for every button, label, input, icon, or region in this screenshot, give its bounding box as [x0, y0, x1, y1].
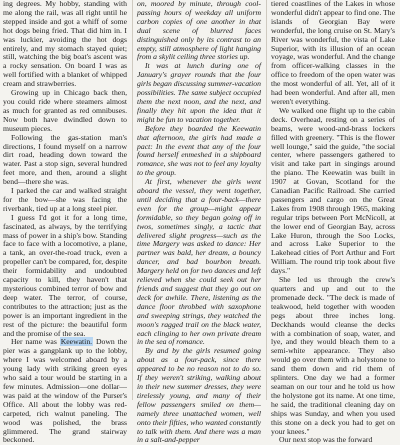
paragraph-text: Her name was	[11, 337, 57, 347]
paragraph: At first, whenever the girls went aboard the vessel, they went together, until deciding that a four-back—there even for the group—might appear formidable, so they began going off in twos, sometimes singly, a tactic that delivered slight progress—such as the time Margery was asked to dance: Her partner was bald, her dream, a bouncy dancer, and bad bourbon breath. Margery held on for two dances and left relieved when she could seek out her friends and suggest that they go out on deck for awhile. There, listening as the dance floor throbbed with saxophone and sweeping strings, they watched the moon's ragged trail on the black water, each clinging to her own private dream in the sea of romance.	[137, 177, 261, 347]
paragraph: We walked one flight up to the cabin deck. Overhead, resting on a series of beams, were wood-and-brass lockers filled with greenery. "This is the flower well lounge," said the guide, "the social center, where passengers gathered to visit and take part in singings around the piano. The Keewatin was built in 1907 at Govan, Scotland for the Canadian Pacific Railroad. She carried passengers and cargo on the Great Lakes from 1908 through 1965, making regular trips between Port McNicoll, at the lower end of Georgian Bay, across Lake Huron, through the Soo Locks, and across Lake Superior to the Lakehead cities of Port Arthur and Fort William. The round trip took about five days."	[271, 105, 395, 276]
paragraph-text: blanket of whipped cream and strawberries.	[3, 70, 128, 89]
paragraph: Following the gas-station man's directions, I found myself on a narrow dirt road, heading down toward the water. Past a stop sign, several hundred feet more, and then, around a slight bend—there she was.	[3, 132, 127, 187]
paragraph: I guess I'd got it for a long time, fascinated, as always, by the terrifying mass of power in a ship's bow. Standing face to face with a locomotive, a plane, a tank, an over-the-road truck, even a propeller can't be compared, for, despite their formidability and undoubted capacity to kill, they haven't that mysterious combined terror of bow and deep water. The terror, of course, contributes to the attraction; just as the power is an important ingredient in the rest of the picture: the beautiful form and the promise of the sea.	[3, 212, 127, 338]
text-column-right	[271, 0, 395, 445]
paragraph	[3, 338, 127, 445]
paragraph: Before they boarded the Keewatin that afternoon, the girls had made a pact: In the event that any of the four found herself enmeshed in a shipboard romance, she was not to feel any loyalty to the group.	[137, 123, 261, 178]
paragraph: It was at lunch during one of January's grayer rounds that the four girls began discussing summer-vacation possibilities. The same subject occupied them the next noon, and the next, and finally they hit upon the idea that it might be fun to vacation together.	[137, 61, 261, 124]
text-column-left	[3, 0, 127, 445]
paragraph-text: Down the pier was a gangplank up to the lobby, where I was welcomed aboard by a young lady with striking green eyes who said a tour would be starting in a few minutes. Admission—one dollar—was paid at the window of the Purser's Office. All about the lobby was red-carpeted, rich walnut paneling. The wood was polished, the brass glimmered. The grand stairway beckoned.	[3, 337, 127, 445]
paragraph: Growing up in Chicago back then, you could ride where steamers almost as much for granted as red omnibuses. Now both have dwindled down to museum pieces.	[3, 88, 127, 133]
paragraph: tiered coastlines of the Lakes in whose wonderful didn't appear to find one. The islands of Georgian Bay were wonderful, the long cruise on St. Mary's River was wonderful, the vista of Lake Superior, with its illusion of an ocean voyage, was wonderful. And the change from officer-walking classes in the office to freedom of the open water was the most wonderful of all. Yet, all of it had been wonderful. And after all, men weren't everything.	[271, 0, 395, 106]
column-divider	[132, 0, 133, 400]
paragraph-text: ing degrees. My hobby, standing with me along the rail, was all right until he stepped inside and got a whiff of some hot dogs being fried. That did him in. I was luckier, avoiding the hot dogs entirely, and my stomach stayed quiet; still, watching the big boat's ascent was a rocky sensation. On board I was as well fortified with a	[3, 0, 127, 80]
paragraph: Our next stop was the forward	[279, 435, 373, 445]
highlighted-ship-name[interactable]: Keewatin.	[60, 337, 93, 347]
paragraph: By and by the girls resumed going about as a four-pack, since there appeared to be no reason not to do so. If they weren't striking, walking about in their new summer dresses, they were tirelessly young, and many of their fellow passengers smiled on them—namely three unattached women, well onto their fifties, who wanted constantly to talk with them. And there was a man in a salt-and-pepper	[137, 346, 261, 445]
paragraph: on, moored by minute, through cool-passing hours of weekday all uniform carbon copies of one another in that dual scene of blurred faces distinguished only by its contrast to an empty, still atmosphere of light hanging from a skylit ceiling three stories up.	[137, 0, 261, 62]
paragraph: She led us through the crew's quarters and up and out to the promenade deck. "The deck is made of teakwood, held together with wooden pegs about three inches long. Deckhands would cleanse the decks with a combination of soap, water, and lye, and they would bleach them to a semi-white appearance. They also would go over them with a holystone to sand them down and rid them of splinters. One day we had a former seaman on our tour and he told us how the holystone got its name. At one time, he said, the traditional cleaning day on ships was Sunday, and when you used this stone on a deck you had to get on your knees."	[271, 275, 395, 436]
paragraph: I parked the car and walked straight for the bow—she was facing the riverbank, tied up at a long steel pier.	[3, 186, 127, 213]
text-column-middle	[137, 0, 261, 445]
column-divider	[266, 0, 267, 400]
paragraph	[3, 0, 127, 89]
